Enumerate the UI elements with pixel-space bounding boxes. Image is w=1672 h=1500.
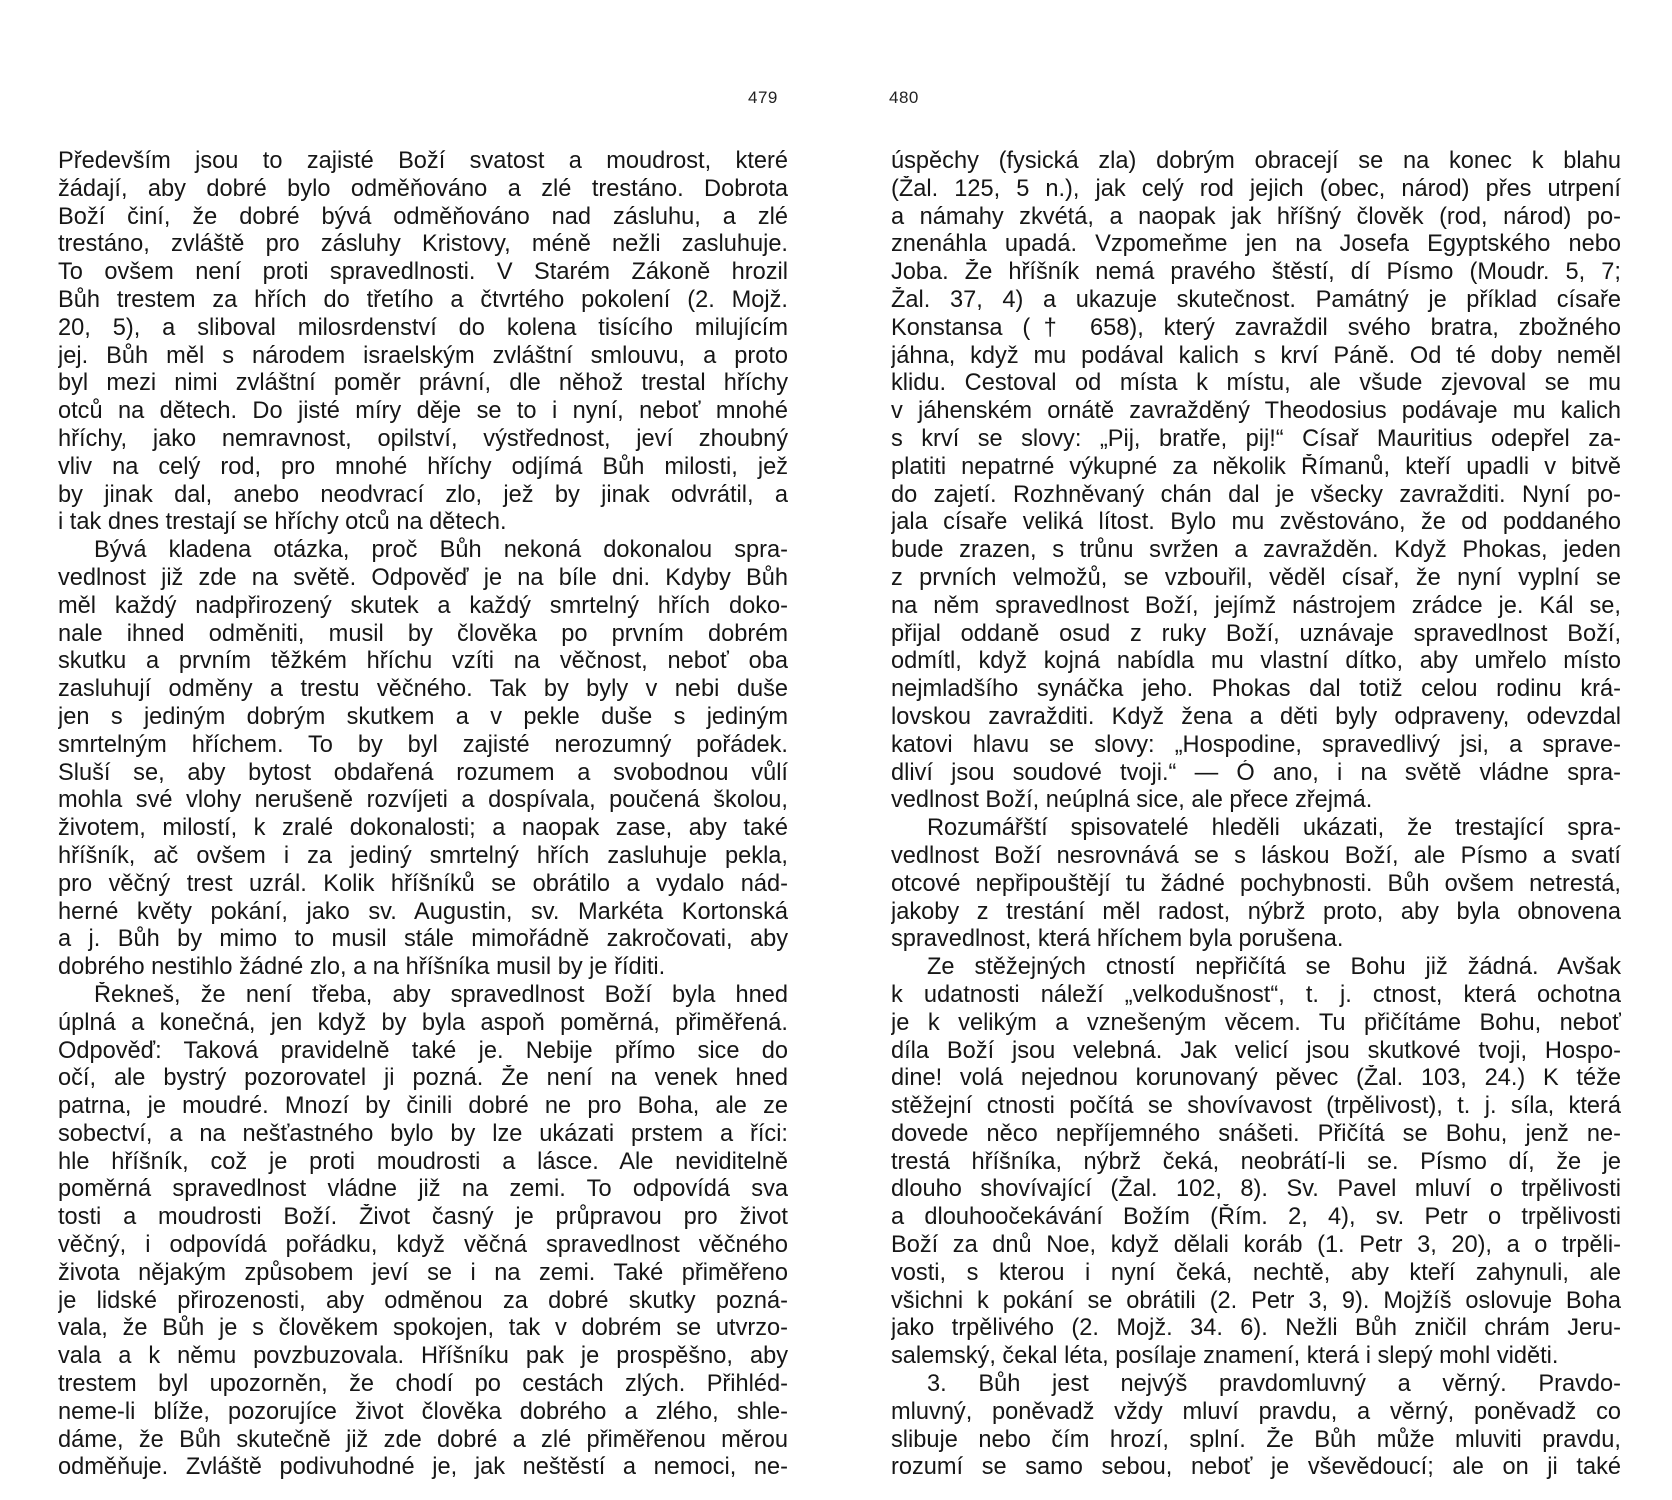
text-line: úspěchy (fysická zla) dobrým obracejí se na konec k blahu <box>891 148 1621 174</box>
text-line: měl každý nadpřirozený skutek a každý smrtelný hřích doko- <box>58 592 788 619</box>
text-line: a námahy zkvétá, a naopak jak hříšný člověk (rod, národ) po- <box>891 203 1621 230</box>
right-page <box>836 0 1672 1500</box>
text-line: na něm spravedlnost Boží, jejímž nástrojem zrádce je. Kál se, <box>891 592 1621 619</box>
text-line: otců na dětech. Do jisté míry děje se to i nyní, neboť mnohé <box>58 398 788 425</box>
text-line: Především jsou to zajisté Boží svatost a moudrost, které <box>58 148 788 174</box>
text-line: úplná a konečná, jen když by byla aspoň poměrná, přiměřená. <box>58 1009 788 1036</box>
text-line: poměrná spravedlnost vládne již na zemi. To odpovídá sva <box>58 1176 788 1203</box>
text-line: byl mezi nimi zvláštní poměr právní, dle něhož trestal hříchy <box>58 370 788 397</box>
text-line: je lidské přirozenosti, aby odměnou za dobré skutky pozná- <box>58 1287 788 1314</box>
text-line: Sluší se, aby bytost obdařená rozumem a svobodnou vůlí <box>58 759 788 786</box>
text-line: v jáhenském ornátě zavražděný Theodosius podávaje mu kalich <box>891 398 1621 425</box>
text-line: dáme, že Bůh skutečně již zde dobré a zlé přiměřenou měrou <box>58 1426 788 1453</box>
text-line: trestem byl upozorněn, že chodí po cestách zlých. Přihléd- <box>58 1371 788 1398</box>
text-line: jakoby z trestání měl radost, nýbrž proto, aby byla obnovena <box>891 898 1621 925</box>
text-line: hříchy, jako nemravnost, opilství, výstřednost, jeví zhoubný <box>58 425 788 452</box>
text-line: odmítl, když kojná nabídla mu vlastní dítko, aby umřelo místo <box>891 648 1621 675</box>
text-line: bude zrazen, s trůnu svržen a zavražděn. Když Phokas, jeden <box>891 537 1621 564</box>
text-line: otcové nepřipouštějí tu žádné pochybnosti. Bůh ovšem netrestá, <box>891 870 1621 897</box>
text-line: vedlnost Boží, neúplná sice, ale přece zřejmá. <box>891 787 1373 814</box>
text-line: jáhna, když mu podával kalich s krví Páně. Od té doby neměl <box>891 342 1621 369</box>
text-line: stěžejní ctnosti počítá se shovívavost (trpělivost), t. j. síla, která <box>891 1093 1621 1120</box>
text-line: by jinak dal, anebo neodvrací zlo, jež by jinak odvrátil, a <box>58 481 788 508</box>
text-line: lovskou zavražditi. Když žena a děti byly odpraveny, odevzdal <box>891 703 1621 730</box>
text-line: Žal. 37, 4) a ukazuje skutečnost. Památný je příklad císaře <box>891 286 1621 313</box>
text-line: 20, 5), a sliboval milosrdenství do kolena tisícího milujícím <box>58 314 788 341</box>
text-line: jen s jediným dobrým skutkem a v pekle duše s jediným <box>58 703 788 730</box>
text-line: nale ihned odměniti, musil by člověka po prvním dobrém <box>58 620 788 647</box>
text-line: To ovšem není proti spravedlnosti. V Starém Zákoně hrozil <box>58 259 788 286</box>
text-line: Rozumářští spisovatelé hleděli ukázati, že trestající spra- <box>927 815 1621 842</box>
text-line: do zajetí. Rozhněvaný chán dal je všecky zavražditi. Nyní po- <box>891 481 1621 508</box>
text-line: smrtelným hříchem. To by byl zajisté nerozumný pořádek. <box>58 731 788 758</box>
text-line: spravedlnost, která hříchem byla porušena. <box>891 926 1344 953</box>
text-line: Bůh trestem za hřích do třetího a čtvrtého pokolení (2. Mojž. <box>58 286 788 313</box>
text-line: Konstansa († 658), který zavraždil svého bratra, zbožného <box>891 314 1621 341</box>
text-line: Řekneš, že není třeba, aby spravedlnost Boží byla hned <box>94 981 788 1008</box>
text-line: neme-li blíže, pozorujíce život člověka dobrého a zlého, shle- <box>58 1398 788 1425</box>
text-line: klidu. Cestoval od místa k místu, ale všude zjevoval se mu <box>891 370 1621 397</box>
text-line: mluvný, poněvadž vždy mluví pravdu, a věrný, poněvadž co <box>891 1398 1621 1425</box>
text-line: je k velikým a vznešeným věcem. Tu přičítáme Bohu, neboť <box>891 1009 1621 1036</box>
text-line: přijal oddaně osud z ruky Boží, uznávaje spravedlnost Boží, <box>891 620 1621 647</box>
text-line: dlouho shovívající (Žal. 102, 8). Sv. Pavel mluví o trpělivosti <box>891 1176 1621 1203</box>
text-line: Joba. Že hříšník nemá pravého štěstí, dí Písmo (Moudr. 5, 7; <box>891 259 1621 286</box>
text-line: věčný, i odpovídá pořádku, když věčná spravedlnost věčného <box>58 1232 788 1259</box>
text-line: vliv na celý rod, pro mnohé hříchy odjímá Bůh milosti, jež <box>58 453 788 480</box>
text-line: 3. Bůh jest nejvýš pravdomluvný a věrný. Pravdo- <box>927 1371 1621 1398</box>
text-line: Ze stěžejných ctností nepřičítá se Bohu již žádná. Avšak <box>927 954 1621 981</box>
text-line: hříšník, ač ovšem i za jediný smrtelný hřích zasluhuje pekla, <box>58 842 788 869</box>
text-line: trestá hříšníka, nýbrž čeká, neobrátí-li se. Písmo dí, že je <box>891 1148 1621 1175</box>
text-line: vedlnost již zde na světě. Odpověď je na bíle dni. Kdyby Bůh <box>58 564 788 591</box>
text-line: (Žal. 125, 5 n.), jak celý rod jejich (obec, národ) přes utrpení <box>891 175 1621 202</box>
text-line: žádají, aby dobré bylo odměňováno a zlé trestáno. Dobrota <box>58 175 788 202</box>
text-line: vala, že Bůh je s člověkem spokojen, tak v dobrém se utvrzo- <box>58 1315 788 1342</box>
text-line: a j. Bůh by mimo to musil stále mimořádně zakročovati, aby <box>58 926 788 953</box>
text-line: Boží za dnů Noe, když dělali koráb (1. Petr 3, 20), a o trpěli- <box>891 1232 1621 1259</box>
text-line: očí, ale bystrý pozorovatel ji pozná. Že není na venek hned <box>58 1065 788 1092</box>
text-line: vala a k němu povzbuzovala. Hříšníku pak je prospěšno, aby <box>58 1343 788 1370</box>
text-line: platiti nepatrné výkupné za několik Římanů, kteří upadli v bitvě <box>891 453 1621 480</box>
text-line: znenáhla upadá. Vzpomeňme jen na Josefa Egyptského nebo <box>891 231 1621 258</box>
text-line: života nějakým způsobem jeví se i na zemi. Také přiměřeno <box>58 1259 788 1286</box>
text-line: salemský, čekal léta, posílaje znamení, která i slepý mohl viděti. <box>891 1343 1559 1370</box>
text-line: jala císaře veliká lítost. Bylo mu zvěstováno, že od poddaného <box>891 509 1621 536</box>
text-line: vedlnost Boží nesrovnává se s láskou Boží, ale Písmo a svatí <box>891 842 1621 869</box>
left-text-column <box>58 148 788 1482</box>
text-line: patrna, je moudré. Mnozí by činili dobré ne pro Boha, ale ze <box>58 1093 788 1120</box>
text-line: sobectví, a na nešťastného bylo by lze ukázati prstem a říci: <box>58 1120 788 1147</box>
text-line: herné květy pokání, jako sv. Augustin, sv. Markéta Kortonská <box>58 898 788 925</box>
text-line: nejmladšího synáčka jeho. Phokas dal totiž celou rodinu krá- <box>891 676 1621 703</box>
text-line: zasluhují odměny a trestu věčného. Tak by byly v nebi duše <box>58 676 788 703</box>
page-number: 479 <box>748 88 778 107</box>
text-line: s krví se slovy: „Pij, bratře, pij!“ Císař Mauritius odepřel za- <box>891 425 1621 452</box>
text-line: Odpověď: Taková pravidelně také je. Nebije přímo sice do <box>58 1037 788 1064</box>
right-text-column <box>891 148 1621 1482</box>
text-line: životem, milostí, k zralé dokonalosti; a naopak zase, aby také <box>58 815 788 842</box>
text-line: dine! volá nejednou korunovaný pěvec (Žal. 103, 24.) K téže <box>891 1065 1621 1092</box>
text-line: skutku a prvním těžkém hříchu vzíti na věčnost, neboť oba <box>58 648 788 675</box>
text-line: a dlouhoočekávání Božím (Řím. 2, 4), sv. Petr o trpělivosti <box>891 1204 1621 1231</box>
text-line: mohla své vlohy nerušeně rozvíjeti a dospívala, poučená školou, <box>58 787 788 814</box>
text-line: trestáno, zvláště pro zásluhy Kristovy, méně nežli zasluhuje. <box>58 231 788 258</box>
text-line: i tak dnes trestají se hříchy otců na dětech. <box>58 509 507 536</box>
page-number: 480 <box>889 88 919 107</box>
text-line: všichni k pokání se obrátili (2. Petr 3, 9). Mojžíš oslovuje Boha <box>891 1287 1621 1314</box>
text-line: z prvních velmožů, se vzbouřil, věděl císař, že nyní vyplní se <box>891 564 1621 591</box>
text-line: Bývá kladena otázka, proč Bůh nekoná dokonalou spra- <box>94 537 788 564</box>
text-line: díla Boží jsou velebná. Jak velicí jsou skutkové tvoji, Hospo- <box>891 1037 1621 1064</box>
text-line: jej. Bůh měl s národem israelským zvláštní smlouvu, a proto <box>58 342 788 369</box>
text-line: tosti a moudrosti Boží. Život časný je průpravou pro život <box>58 1204 788 1231</box>
text-line: pro věčný trest uzrál. Kolik hříšníků se obrátilo a vydalo nád- <box>58 870 788 897</box>
text-line: katovi hlavu se slovy: „Hospodine, spravedlivý jsi, a sprave- <box>891 731 1621 758</box>
text-line: dobrého nestihlo žádné zlo, a na hříšníka musil by je říditi. <box>58 954 666 981</box>
text-line: jako trpělivého (2. Mojž. 34. 6). Nežli Bůh zničil chrám Jeru- <box>891 1315 1621 1342</box>
text-line: odměňuje. Zvláště podivuhodné je, jak neštěstí a nemoci, ne- <box>58 1454 788 1481</box>
text-line: rozumí se samo sebou, neboť je vševědoucí; ale on ji také <box>891 1454 1621 1481</box>
text-line: k udatnosti náleží „velkodušnost“, t. j. ctnost, která ochotna <box>891 981 1621 1008</box>
text-line: vosti, s kterou i nyní čeká, nechtě, aby kteří zahynuli, ale <box>891 1259 1621 1286</box>
text-line: Boží činí, že dobré bývá odměňováno nad zásluhu, a zlé <box>58 203 788 230</box>
text-line: slibuje nebo čím hrozí, splní. Že Bůh může mluviti pravdu, <box>891 1426 1621 1453</box>
text-line: dovede něco nepříjemného snášeti. Přičítá se Bohu, jenž ne- <box>891 1120 1621 1147</box>
text-line: dliví jsou soudové tvoji.“ — Ó ano, i na světě vládne spra- <box>891 759 1621 786</box>
text-line: hle hříšník, což je proti moudrosti a lásce. Ale neviditelně <box>58 1148 788 1175</box>
